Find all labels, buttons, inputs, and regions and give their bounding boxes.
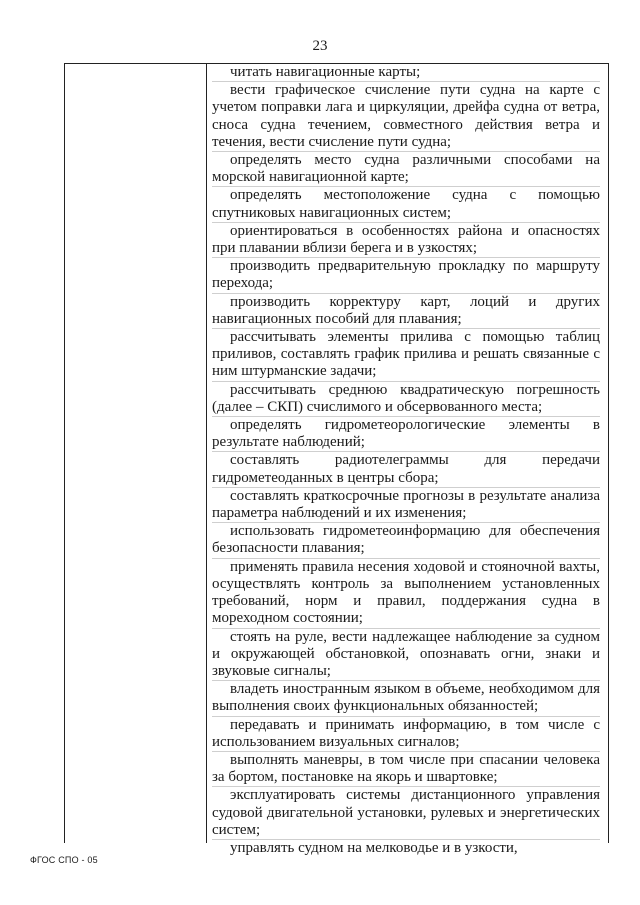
skill-item: определять гидрометеорологические элементы в результате наблюдений; (212, 417, 600, 452)
skill-item: владеть иностранным языком в объеме, необходимом для выполнения своих функциональных обязанностей; (212, 681, 600, 716)
skill-item: ориентироваться в особенностях района и опасностях при плавании вблизи берега и в узкостях; (212, 223, 600, 258)
footer-doc-code: ФГОС СПО - 05 (30, 855, 98, 865)
column-divider (206, 64, 207, 843)
skill-item: производить корректуру карт, лоций и других навигационных пособий для плавания; (212, 294, 600, 329)
skill-item: эксплуатировать системы дистанционного управления судовой двигательной установки, рулевых и энергетических систем; (212, 787, 600, 840)
skill-item: рассчитывать среднюю квадратическую погрешность (далее – СКП) счислимого и обсервованного места; (212, 382, 600, 417)
skills-column (212, 64, 600, 857)
skill-item: применять правила несения ходовой и стояночной вахты, осуществлять контроль за выполнением установленных требований, норм и правил, поддержания судна в мореходном состоянии; (212, 559, 600, 629)
skill-item: управлять судном на мелководье и в узкости, (230, 839, 518, 856)
skill-item: производить предварительную прокладку по маршруту перехода; (212, 258, 600, 293)
skill-item: рассчитывать элементы прилива с помощью таблиц приливов, составлять график прилива и решать связанные с ним штурманские задачи; (212, 329, 600, 382)
skill-item: составлять радиотелеграммы для передачи гидрометеоданных в центры сбора; (212, 452, 600, 487)
skill-item: передавать и принимать информацию, в том числе с использованием визуальных сигналов; (212, 717, 600, 752)
skill-item: выполнять маневры, в том числе при спасании человека за бортом, постановке на якорь и швартовке; (212, 752, 600, 787)
skill-item: определять место судна различными способами на морской навигационной карте; (212, 152, 600, 187)
skill-item: читать навигационные карты; (212, 64, 600, 82)
skill-item: определять местоположение судна с помощью спутниковых навигационных систем; (212, 187, 600, 222)
skill-item: стоять на руле, вести надлежащее наблюдение за судном и окружающей обстановкой, опознавать огни, знаки и звуковые сигналы; (212, 629, 600, 682)
skill-item: вести графическое счисление пути судна на карте с учетом поправки лага и циркуляции, дрейфа судна от ветра, сноса судна течением, совместного действия ветра и течения, вести счисление пути судна; (212, 82, 600, 152)
skill-item: использовать гидрометеоинформацию для обеспечения безопасности плавания; (212, 523, 600, 558)
page-number: 23 (312, 38, 328, 54)
competency-table (64, 63, 609, 856)
skill-item: составлять краткосрочные прогнозы в результате анализа параметра наблюдений и их изменения; (212, 488, 600, 523)
